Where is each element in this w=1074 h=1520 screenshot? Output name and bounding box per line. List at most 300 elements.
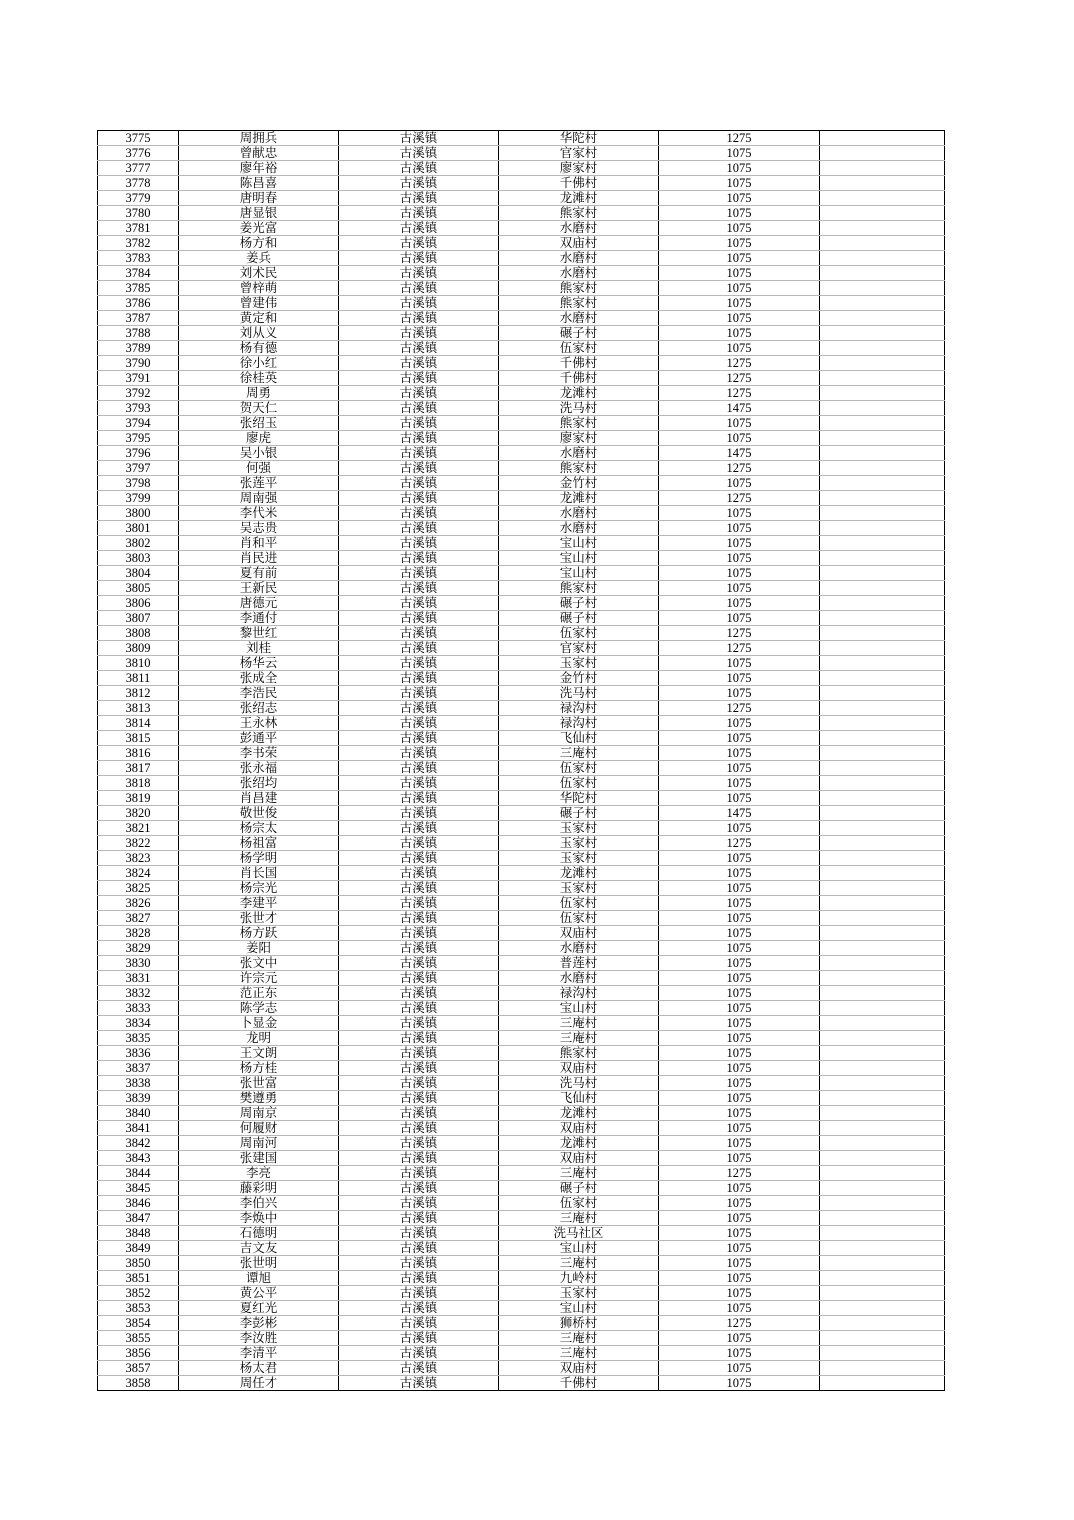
village-cell: 飞仙村 xyxy=(499,731,659,746)
note-cell xyxy=(820,1376,945,1391)
note-cell xyxy=(820,191,945,206)
table-row xyxy=(98,596,945,611)
name-cell: 许宗元 xyxy=(179,971,339,986)
note-cell xyxy=(820,641,945,656)
row-number-cell: 3797 xyxy=(98,461,179,476)
note-cell xyxy=(820,1286,945,1301)
table-row xyxy=(98,1361,945,1376)
village-cell: 禄沟村 xyxy=(499,716,659,731)
note-cell xyxy=(820,566,945,581)
amount-cell: 1075 xyxy=(659,731,820,746)
amount-cell: 1075 xyxy=(659,1046,820,1061)
note-cell xyxy=(820,521,945,536)
village-cell: 普莲村 xyxy=(499,956,659,971)
row-number-cell: 3776 xyxy=(98,146,179,161)
row-number-cell: 3808 xyxy=(98,626,179,641)
amount-cell: 1075 xyxy=(659,1361,820,1376)
village-cell: 三庵村 xyxy=(499,746,659,761)
amount-cell: 1075 xyxy=(659,746,820,761)
table-row xyxy=(98,476,945,491)
amount-cell: 1075 xyxy=(659,1061,820,1076)
amount-cell: 1075 xyxy=(659,521,820,536)
amount-cell: 1075 xyxy=(659,716,820,731)
village-cell: 千佛村 xyxy=(499,1376,659,1391)
note-cell xyxy=(820,401,945,416)
amount-cell: 1075 xyxy=(659,1271,820,1286)
amount-cell: 1075 xyxy=(659,1196,820,1211)
table-row xyxy=(98,416,945,431)
table-row xyxy=(98,701,945,716)
amount-cell: 1075 xyxy=(659,311,820,326)
name-cell: 卜显金 xyxy=(179,1016,339,1031)
village-cell: 碾子村 xyxy=(499,806,659,821)
town-cell: 古溪镇 xyxy=(339,1331,499,1346)
table-row xyxy=(98,626,945,641)
roster-body xyxy=(98,131,945,1391)
town-cell: 古溪镇 xyxy=(339,1256,499,1271)
note-cell xyxy=(820,626,945,641)
village-cell: 宝山村 xyxy=(499,1241,659,1256)
amount-cell: 1475 xyxy=(659,401,820,416)
town-cell: 古溪镇 xyxy=(339,371,499,386)
name-cell: 刘从义 xyxy=(179,326,339,341)
town-cell: 古溪镇 xyxy=(339,476,499,491)
village-cell: 宝山村 xyxy=(499,536,659,551)
row-number-cell: 3794 xyxy=(98,416,179,431)
town-cell: 古溪镇 xyxy=(339,461,499,476)
row-number-cell: 3847 xyxy=(98,1211,179,1226)
name-cell: 周任才 xyxy=(179,1376,339,1391)
name-cell: 张建国 xyxy=(179,1151,339,1166)
town-cell: 古溪镇 xyxy=(339,746,499,761)
row-number-cell: 3831 xyxy=(98,971,179,986)
amount-cell: 1075 xyxy=(659,1241,820,1256)
table-row xyxy=(98,191,945,206)
town-cell: 古溪镇 xyxy=(339,236,499,251)
note-cell xyxy=(820,776,945,791)
town-cell: 古溪镇 xyxy=(339,266,499,281)
table-row xyxy=(98,146,945,161)
note-cell xyxy=(820,236,945,251)
note-cell xyxy=(820,1076,945,1091)
table-row xyxy=(98,1196,945,1211)
town-cell: 古溪镇 xyxy=(339,1211,499,1226)
village-cell: 碾子村 xyxy=(499,611,659,626)
amount-cell: 1275 xyxy=(659,641,820,656)
note-cell xyxy=(820,311,945,326)
name-cell: 廖年裕 xyxy=(179,161,339,176)
table-row xyxy=(98,1286,945,1301)
table-row xyxy=(98,806,945,821)
town-cell: 古溪镇 xyxy=(339,131,499,146)
village-cell: 熊家村 xyxy=(499,581,659,596)
town-cell: 古溪镇 xyxy=(339,566,499,581)
town-cell: 古溪镇 xyxy=(339,1376,499,1391)
table-row xyxy=(98,386,945,401)
table-row xyxy=(98,716,945,731)
name-cell: 周南河 xyxy=(179,1136,339,1151)
town-cell: 古溪镇 xyxy=(339,521,499,536)
note-cell xyxy=(820,1196,945,1211)
village-cell: 水磨村 xyxy=(499,311,659,326)
table-row xyxy=(98,131,945,146)
name-cell: 藤彩明 xyxy=(179,1181,339,1196)
table-row xyxy=(98,1061,945,1076)
name-cell: 龙明 xyxy=(179,1031,339,1046)
row-number-cell: 3803 xyxy=(98,551,179,566)
amount-cell: 1075 xyxy=(659,551,820,566)
village-cell: 玉家村 xyxy=(499,821,659,836)
row-number-cell: 3853 xyxy=(98,1301,179,1316)
name-cell: 廖虎 xyxy=(179,431,339,446)
name-cell: 张文中 xyxy=(179,956,339,971)
town-cell: 古溪镇 xyxy=(339,1046,499,1061)
table-row xyxy=(98,1226,945,1241)
table-row xyxy=(98,791,945,806)
row-number-cell: 3839 xyxy=(98,1091,179,1106)
amount-cell: 1075 xyxy=(659,176,820,191)
amount-cell: 1275 xyxy=(659,461,820,476)
table-row xyxy=(98,506,945,521)
name-cell: 石德明 xyxy=(179,1226,339,1241)
village-cell: 水磨村 xyxy=(499,971,659,986)
amount-cell: 1275 xyxy=(659,356,820,371)
name-cell: 周南京 xyxy=(179,1106,339,1121)
amount-cell: 1075 xyxy=(659,1301,820,1316)
table-row xyxy=(98,926,945,941)
amount-cell: 1275 xyxy=(659,491,820,506)
table-row xyxy=(98,371,945,386)
table-row xyxy=(98,221,945,236)
amount-cell: 1075 xyxy=(659,1346,820,1361)
village-cell: 水磨村 xyxy=(499,266,659,281)
table-row xyxy=(98,941,945,956)
village-cell: 三庵村 xyxy=(499,1211,659,1226)
village-cell: 水磨村 xyxy=(499,221,659,236)
row-number-cell: 3779 xyxy=(98,191,179,206)
amount-cell: 1275 xyxy=(659,626,820,641)
name-cell: 谭旭 xyxy=(179,1271,339,1286)
table-row xyxy=(98,1151,945,1166)
name-cell: 李伯兴 xyxy=(179,1196,339,1211)
village-cell: 千佛村 xyxy=(499,356,659,371)
note-cell xyxy=(820,551,945,566)
town-cell: 古溪镇 xyxy=(339,776,499,791)
amount-cell: 1075 xyxy=(659,191,820,206)
table-row xyxy=(98,1211,945,1226)
town-cell: 古溪镇 xyxy=(339,821,499,836)
town-cell: 古溪镇 xyxy=(339,1271,499,1286)
name-cell: 刘术民 xyxy=(179,266,339,281)
amount-cell: 1075 xyxy=(659,776,820,791)
amount-cell: 1075 xyxy=(659,1136,820,1151)
amount-cell: 1075 xyxy=(659,266,820,281)
row-number-cell: 3791 xyxy=(98,371,179,386)
table-row xyxy=(98,521,945,536)
amount-cell: 1075 xyxy=(659,821,820,836)
row-number-cell: 3830 xyxy=(98,956,179,971)
town-cell: 古溪镇 xyxy=(339,806,499,821)
table-row xyxy=(98,896,945,911)
village-cell: 三庵村 xyxy=(499,1331,659,1346)
amount-cell: 1075 xyxy=(659,416,820,431)
village-cell: 双庙村 xyxy=(499,236,659,251)
row-number-cell: 3849 xyxy=(98,1241,179,1256)
village-cell: 伍家村 xyxy=(499,896,659,911)
village-cell: 廖家村 xyxy=(499,161,659,176)
row-number-cell: 3818 xyxy=(98,776,179,791)
town-cell: 古溪镇 xyxy=(339,851,499,866)
name-cell: 李汝胜 xyxy=(179,1331,339,1346)
table-row xyxy=(98,251,945,266)
village-cell: 金竹村 xyxy=(499,476,659,491)
town-cell: 古溪镇 xyxy=(339,686,499,701)
row-number-cell: 3829 xyxy=(98,941,179,956)
note-cell xyxy=(820,866,945,881)
note-cell xyxy=(820,446,945,461)
name-cell: 张世富 xyxy=(179,1076,339,1091)
town-cell: 古溪镇 xyxy=(339,1286,499,1301)
row-number-cell: 3820 xyxy=(98,806,179,821)
note-cell xyxy=(820,821,945,836)
name-cell: 刘桂 xyxy=(179,641,339,656)
table-row xyxy=(98,956,945,971)
row-number-cell: 3836 xyxy=(98,1046,179,1061)
name-cell: 李建平 xyxy=(179,896,339,911)
name-cell: 唐显银 xyxy=(179,206,339,221)
table-row xyxy=(98,1271,945,1286)
town-cell: 古溪镇 xyxy=(339,716,499,731)
row-number-cell: 3858 xyxy=(98,1376,179,1391)
table-row xyxy=(98,536,945,551)
amount-cell: 1075 xyxy=(659,251,820,266)
town-cell: 古溪镇 xyxy=(339,911,499,926)
amount-cell: 1075 xyxy=(659,566,820,581)
amount-cell: 1075 xyxy=(659,581,820,596)
row-number-cell: 3822 xyxy=(98,836,179,851)
name-cell: 李通付 xyxy=(179,611,339,626)
town-cell: 古溪镇 xyxy=(339,1226,499,1241)
note-cell xyxy=(820,1331,945,1346)
row-number-cell: 3845 xyxy=(98,1181,179,1196)
name-cell: 黄定和 xyxy=(179,311,339,326)
note-cell xyxy=(820,1136,945,1151)
note-cell xyxy=(820,926,945,941)
amount-cell: 1075 xyxy=(659,1016,820,1031)
note-cell xyxy=(820,131,945,146)
village-cell: 双庙村 xyxy=(499,1061,659,1076)
table-row xyxy=(98,1136,945,1151)
amount-cell: 1075 xyxy=(659,146,820,161)
name-cell: 杨宗光 xyxy=(179,881,339,896)
town-cell: 古溪镇 xyxy=(339,896,499,911)
note-cell xyxy=(820,1121,945,1136)
town-cell: 古溪镇 xyxy=(339,281,499,296)
table-row xyxy=(98,881,945,896)
name-cell: 张永福 xyxy=(179,761,339,776)
town-cell: 古溪镇 xyxy=(339,986,499,1001)
note-cell xyxy=(820,746,945,761)
name-cell: 张莲平 xyxy=(179,476,339,491)
town-cell: 古溪镇 xyxy=(339,1241,499,1256)
village-cell: 三庵村 xyxy=(499,1016,659,1031)
name-cell: 杨学明 xyxy=(179,851,339,866)
row-number-cell: 3842 xyxy=(98,1136,179,1151)
village-cell: 飞仙村 xyxy=(499,1091,659,1106)
note-cell xyxy=(820,161,945,176)
amount-cell: 1075 xyxy=(659,1076,820,1091)
name-cell: 张绍志 xyxy=(179,701,339,716)
name-cell: 王新民 xyxy=(179,581,339,596)
row-number-cell: 3790 xyxy=(98,356,179,371)
table-row xyxy=(98,671,945,686)
village-cell: 熊家村 xyxy=(499,281,659,296)
village-cell: 三庵村 xyxy=(499,1031,659,1046)
row-number-cell: 3778 xyxy=(98,176,179,191)
town-cell: 古溪镇 xyxy=(339,866,499,881)
village-cell: 龙滩村 xyxy=(499,191,659,206)
row-number-cell: 3784 xyxy=(98,266,179,281)
amount-cell: 1075 xyxy=(659,221,820,236)
name-cell: 张成全 xyxy=(179,671,339,686)
amount-cell: 1075 xyxy=(659,1211,820,1226)
row-number-cell: 3851 xyxy=(98,1271,179,1286)
name-cell: 周拥兵 xyxy=(179,131,339,146)
note-cell xyxy=(820,716,945,731)
note-cell xyxy=(820,1001,945,1016)
row-number-cell: 3799 xyxy=(98,491,179,506)
note-cell xyxy=(820,491,945,506)
row-number-cell: 3786 xyxy=(98,296,179,311)
note-cell xyxy=(820,671,945,686)
name-cell: 周南强 xyxy=(179,491,339,506)
amount-cell: 1075 xyxy=(659,236,820,251)
note-cell xyxy=(820,371,945,386)
table-row xyxy=(98,761,945,776)
row-number-cell: 3843 xyxy=(98,1151,179,1166)
note-cell xyxy=(820,941,945,956)
village-cell: 伍家村 xyxy=(499,776,659,791)
row-number-cell: 3782 xyxy=(98,236,179,251)
note-cell xyxy=(820,836,945,851)
table-row xyxy=(98,161,945,176)
table-row xyxy=(98,491,945,506)
note-cell xyxy=(820,416,945,431)
amount-cell: 1075 xyxy=(659,656,820,671)
town-cell: 古溪镇 xyxy=(339,956,499,971)
name-cell: 李清平 xyxy=(179,1346,339,1361)
table-row xyxy=(98,551,945,566)
village-cell: 洗马社区 xyxy=(499,1226,659,1241)
name-cell: 李代米 xyxy=(179,506,339,521)
village-cell: 龙滩村 xyxy=(499,1106,659,1121)
village-cell: 双庙村 xyxy=(499,926,659,941)
note-cell xyxy=(820,1091,945,1106)
town-cell: 古溪镇 xyxy=(339,386,499,401)
name-cell: 陈昌喜 xyxy=(179,176,339,191)
name-cell: 李焕中 xyxy=(179,1211,339,1226)
name-cell: 徐桂英 xyxy=(179,371,339,386)
village-cell: 宝山村 xyxy=(499,551,659,566)
village-cell: 官家村 xyxy=(499,146,659,161)
town-cell: 古溪镇 xyxy=(339,416,499,431)
row-number-cell: 3781 xyxy=(98,221,179,236)
amount-cell: 1075 xyxy=(659,881,820,896)
name-cell: 吴志贵 xyxy=(179,521,339,536)
village-cell: 玉家村 xyxy=(499,1286,659,1301)
amount-cell: 1075 xyxy=(659,761,820,776)
note-cell xyxy=(820,221,945,236)
name-cell: 王文朗 xyxy=(179,1046,339,1061)
village-cell: 玉家村 xyxy=(499,851,659,866)
village-cell: 玉家村 xyxy=(499,881,659,896)
town-cell: 古溪镇 xyxy=(339,971,499,986)
name-cell: 杨有德 xyxy=(179,341,339,356)
row-number-cell: 3854 xyxy=(98,1316,179,1331)
note-cell xyxy=(820,881,945,896)
name-cell: 周勇 xyxy=(179,386,339,401)
row-number-cell: 3805 xyxy=(98,581,179,596)
village-cell: 伍家村 xyxy=(499,911,659,926)
village-cell: 金竹村 xyxy=(499,671,659,686)
row-number-cell: 3792 xyxy=(98,386,179,401)
name-cell: 张世明 xyxy=(179,1256,339,1271)
town-cell: 古溪镇 xyxy=(339,1106,499,1121)
amount-cell: 1075 xyxy=(659,1286,820,1301)
amount-cell: 1275 xyxy=(659,701,820,716)
amount-cell: 1075 xyxy=(659,971,820,986)
table-row xyxy=(98,836,945,851)
amount-cell: 1075 xyxy=(659,476,820,491)
village-cell: 双庙村 xyxy=(499,1361,659,1376)
table-row xyxy=(98,986,945,1001)
note-cell xyxy=(820,1211,945,1226)
row-number-cell: 3811 xyxy=(98,671,179,686)
row-number-cell: 3832 xyxy=(98,986,179,1001)
note-cell xyxy=(820,1061,945,1076)
town-cell: 古溪镇 xyxy=(339,341,499,356)
note-cell xyxy=(820,1166,945,1181)
amount-cell: 1075 xyxy=(659,1331,820,1346)
note-cell xyxy=(820,146,945,161)
table-row xyxy=(98,1331,945,1346)
town-cell: 古溪镇 xyxy=(339,446,499,461)
note-cell xyxy=(820,956,945,971)
amount-cell: 1075 xyxy=(659,296,820,311)
name-cell: 姜光富 xyxy=(179,221,339,236)
table-row xyxy=(98,356,945,371)
amount-cell: 1275 xyxy=(659,1316,820,1331)
name-cell: 何强 xyxy=(179,461,339,476)
row-number-cell: 3837 xyxy=(98,1061,179,1076)
row-number-cell: 3798 xyxy=(98,476,179,491)
row-number-cell: 3848 xyxy=(98,1226,179,1241)
note-cell xyxy=(820,266,945,281)
row-number-cell: 3856 xyxy=(98,1346,179,1361)
town-cell: 古溪镇 xyxy=(339,1076,499,1091)
table-row xyxy=(98,1091,945,1106)
row-number-cell: 3828 xyxy=(98,926,179,941)
amount-cell: 1075 xyxy=(659,686,820,701)
amount-cell: 1075 xyxy=(659,1091,820,1106)
name-cell: 贺天仁 xyxy=(179,401,339,416)
amount-cell: 1075 xyxy=(659,431,820,446)
note-cell xyxy=(820,206,945,221)
table-row xyxy=(98,1016,945,1031)
town-cell: 古溪镇 xyxy=(339,176,499,191)
row-number-cell: 3834 xyxy=(98,1016,179,1031)
name-cell: 曾建伟 xyxy=(179,296,339,311)
